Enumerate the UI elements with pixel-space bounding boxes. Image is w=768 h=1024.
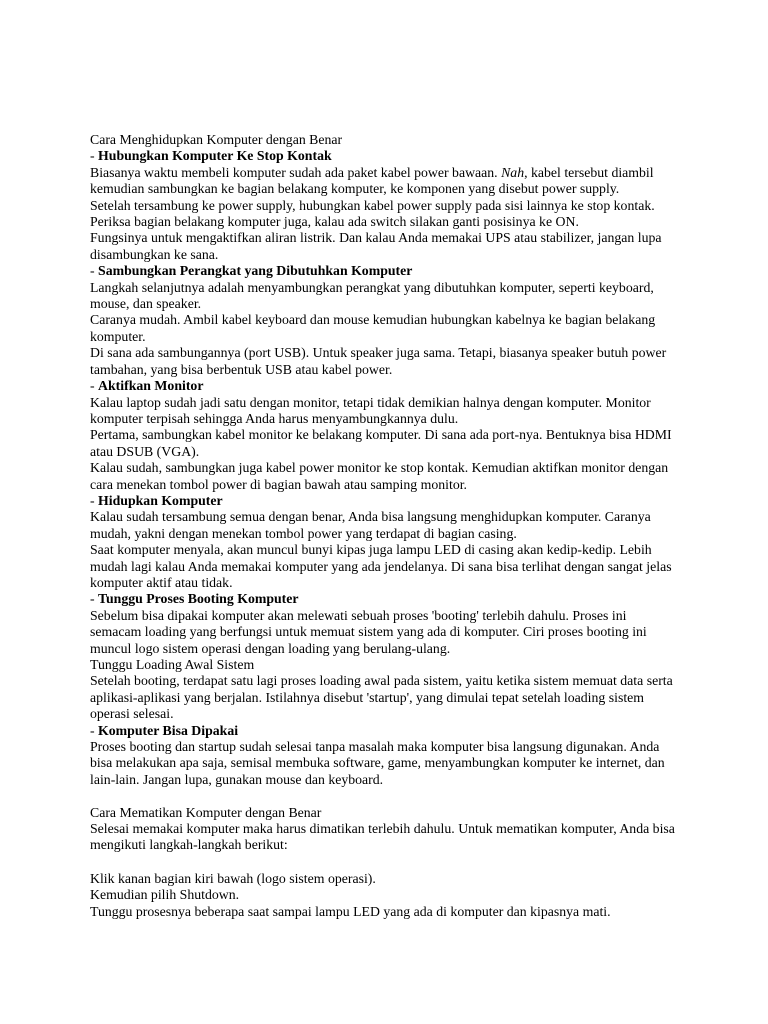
- paragraph-line: cara menekan tombol power di bagian bawah atau samping monitor.: [90, 476, 468, 492]
- paragraph-line: disambungkan ke sana.: [90, 246, 219, 262]
- paragraph-line: komputer aktif atau tidak.: [90, 574, 233, 590]
- section-heading: [90, 263, 690, 279]
- document-body: [90, 132, 690, 920]
- paragraph-line: komputer.: [90, 328, 146, 344]
- paragraph-line: mudah, yakni dengan menekan tombol power yang terdapat di bagian casing.: [90, 525, 517, 541]
- paragraph-line: aplikasi-aplikasi yang berjalan. Istilahnya disebut 'startup', yang dimulai tepat setelah loading sistem: [90, 689, 645, 705]
- paragraph-line: Pertama, sambungkan kabel monitor ke belakang komputer. Di sana ada port-nya. Bentuknya bisa HDMI: [90, 427, 672, 443]
- section-heading: [90, 591, 690, 607]
- heading-text: Sambungkan Perangkat yang Dibutuhkan Komputer: [98, 263, 413, 279]
- paragraph-line: Selesai memakai komputer maka harus dimatikan terlebih dahulu. Untuk mematikan komputer, Anda bisa: [90, 821, 675, 837]
- paragraph-line: [90, 165, 690, 181]
- heading-prefix: -: [90, 492, 99, 508]
- heading-text: Hubungkan Komputer Ke Stop Kontak: [98, 148, 332, 164]
- paragraph-line: tambahan, yang bisa berbentuk USB atau kabel power.: [90, 361, 393, 377]
- paragraph-line: Proses booting dan startup sudah selesai tanpa masalah maka komputer bisa langsung digunakan. Anda: [90, 739, 660, 755]
- paragraph-line: Kalau sudah tersambung semua dengan benar, Anda bisa langsung menghidupkan komputer. Caranya: [90, 509, 651, 525]
- heading-text: Tunggu Proses Booting Komputer: [98, 591, 299, 607]
- paragraph-line: muncul logo sistem operasi dengan loading yang berulang-ulang.: [90, 640, 451, 656]
- shutdown-step: Kemudian pilih Shutdown.: [90, 887, 240, 903]
- section-heading: [90, 493, 690, 509]
- paragraph-line: Caranya mudah. Ambil kabel keyboard dan mouse kemudian hubungkan kabelnya ke bagian belakang: [90, 312, 656, 328]
- section-heading: [90, 723, 690, 739]
- document-title: Cara Menghidupkan Komputer dengan Benar: [90, 132, 343, 147]
- paragraph-line: Di sana ada sambungannya (port USB). Untuk speaker juga sama. Tetapi, biasanya speaker butuh power: [90, 345, 667, 361]
- heading-prefix: -: [90, 148, 99, 164]
- paragraph-line: mudah lagi kalau Anda memakai komputer yang ada jendelanya. Di sana bisa terlihat dengan sangat jelas: [90, 558, 672, 574]
- subheading: Tunggu Loading Awal Sistem: [90, 657, 255, 672]
- heading-text: Aktifkan Monitor: [98, 378, 204, 394]
- emphasis-text: Nah: [501, 164, 525, 180]
- shutdown-title: Cara Mematikan Komputer dengan Benar: [90, 804, 322, 820]
- paragraph-line: Periksa bagian belakang komputer juga, kalau ada switch silakan ganti posisinya ke ON.: [90, 214, 579, 230]
- paragraph-line: mouse, dan speaker.: [90, 296, 202, 312]
- shutdown-step: Klik kanan bagian kiri bawah (logo sistem operasi).: [90, 870, 376, 886]
- paragraph-line: Sebelum bisa dipakai komputer akan melewati sebuah proses 'booting' terlebih dahulu. Proses ini: [90, 607, 627, 623]
- heading-prefix: -: [90, 722, 99, 738]
- paragraph-line: lain-lain. Jangan lupa, gunakan mouse dan keyboard.: [90, 771, 384, 787]
- paragraph-line: Fungsinya untuk mengaktifkan aliran listrik. Dan kalau Anda memakai UPS atau stabilizer, jangan lupa: [90, 230, 662, 246]
- paragraph-line: komputer terpisah sehingga Anda harus menyambungkannya dulu.: [90, 410, 459, 426]
- paragraph-line: Langkah selanjutnya adalah menyambungkan perangkat yang dibutuhkan komputer, seperti keyboard,: [90, 279, 654, 295]
- paragraph-line: operasi selesai.: [90, 706, 174, 722]
- heading-prefix: -: [90, 591, 99, 607]
- paragraph-line: Kalau laptop sudah jadi satu dengan monitor, tetapi tidak demikian halnya dengan komputer. Monitor: [90, 394, 651, 410]
- paragraph-line: Saat komputer menyala, akan muncul bunyi kipas juga lampu LED di casing akan kedip-kedip. Lebih: [90, 542, 652, 558]
- heading-prefix: -: [90, 263, 99, 279]
- spacer: [90, 788, 690, 804]
- text-run: , kabel tersebut diambil: [524, 164, 654, 180]
- text-run: Biasanya waktu membeli komputer sudah ada paket kabel power bawaan.: [90, 164, 502, 180]
- section-heading: [90, 378, 690, 394]
- heading-prefix: -: [90, 378, 99, 394]
- section-heading: [90, 148, 690, 164]
- paragraph-line: bisa melakukan apa saja, semisal membuka software, game, menyambungkan komputer ke internet, dan: [90, 755, 665, 771]
- paragraph-line: semacam loading yang berfungsi untuk memuat sistem yang ada di komputer. Ciri proses booting ini: [90, 624, 647, 640]
- paragraph-line: Setelah booting, terdapat satu lagi proses loading awal pada sistem, yaitu ketika sistem memuat data serta: [90, 673, 673, 689]
- paragraph-line: Kalau sudah, sambungkan juga kabel power monitor ke stop kontak. Kemudian aktifkan monitor dengan: [90, 460, 669, 476]
- paragraph-line: mengikuti langkah-langkah berikut:: [90, 837, 288, 853]
- paragraph-line: Setelah tersambung ke power supply, hubungkan kabel power supply pada sisi lainnya ke stop kontak.: [90, 197, 655, 213]
- spacer: [90, 854, 690, 871]
- paragraph-line: kemudian sambungkan ke bagian belakang komputer, ke komponen yang disebut power supply.: [90, 181, 620, 197]
- shutdown-step: Tunggu prosesnya beberapa saat sampai lampu LED yang ada di komputer dan kipasnya mati.: [90, 903, 611, 919]
- paragraph-line: atau DSUB (VGA).: [90, 443, 200, 459]
- heading-text: Hidupkan Komputer: [98, 492, 223, 508]
- heading-text: Komputer Bisa Dipakai: [98, 722, 239, 738]
